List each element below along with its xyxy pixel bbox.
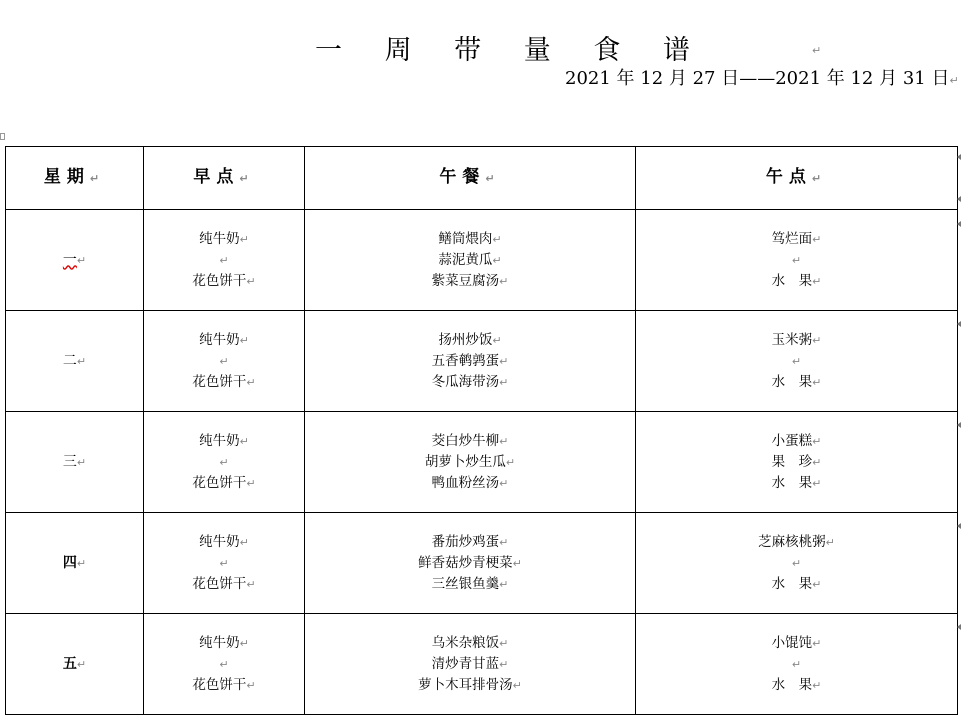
paragraph-mark: ↵: [246, 375, 256, 389]
lunch-item: [305, 574, 635, 595]
lunch-cell: [305, 513, 636, 614]
afternoon-item: [636, 330, 957, 351]
day-row: [6, 614, 958, 715]
breakfast-item-text: 花色饼干: [192, 575, 247, 592]
breakfast-cell: [144, 311, 305, 412]
afternoon-item-text: 小馄饨: [771, 634, 813, 651]
lunch-item-text: 紫菜豆腐汤: [431, 272, 500, 289]
lunch-item: [305, 473, 635, 494]
row-marker-icon: [957, 321, 961, 327]
header-lunch: [305, 147, 636, 210]
afternoon-cell: [636, 614, 958, 715]
paragraph-mark: ↵: [246, 476, 256, 490]
paragraph-mark: ↵: [76, 556, 87, 570]
afternoon-item: [636, 372, 957, 393]
paragraph-mark: ↵: [811, 172, 828, 185]
afternoon-item: [636, 654, 957, 675]
breakfast-item: [144, 229, 304, 250]
paragraph-mark: ↵: [812, 232, 822, 246]
weekday-cell: [6, 311, 144, 412]
paragraph-mark: ↵: [791, 354, 802, 368]
breakfast-item: [144, 574, 304, 595]
row-marker-icon: [957, 624, 961, 630]
paragraph-mark: ↵: [812, 636, 822, 650]
paragraph-mark: ↵: [812, 274, 822, 288]
paragraph-mark: ↵: [76, 354, 87, 368]
lunch-cell: [305, 210, 636, 311]
paragraph-mark: ↵: [812, 678, 822, 692]
paragraph-mark: ↵: [219, 657, 229, 671]
lunch-item: [305, 675, 635, 696]
afternoon-cell: [636, 311, 958, 412]
date-range-text: 2021 年 12 月 27 日——2021 年 12 月 31 日: [565, 68, 950, 89]
day-row: [6, 311, 958, 412]
afternoon-item: [636, 574, 957, 595]
paragraph-mark: ↵: [512, 678, 522, 692]
breakfast-item: [144, 271, 304, 292]
breakfast-item: [144, 473, 304, 494]
header-weekday: [6, 147, 144, 210]
afternoon-item: [636, 229, 957, 250]
table-header-row: [6, 147, 958, 210]
afternoon-item: [636, 351, 957, 372]
paragraph-mark: ↵: [499, 476, 509, 490]
breakfast-item: [144, 372, 304, 393]
row-marker-icon: [957, 523, 961, 529]
paragraph-mark: ↵: [76, 253, 87, 267]
weekday-label: 五: [62, 655, 77, 672]
breakfast-cell: [144, 614, 305, 715]
afternoon-item: [636, 553, 957, 574]
menu-table: [5, 146, 958, 715]
date-range: [565, 64, 959, 90]
paragraph-mark: ↵: [791, 253, 802, 267]
paragraph-mark: ↵: [812, 375, 822, 389]
breakfast-item-text: 纯牛奶: [199, 331, 240, 348]
breakfast-cell: [144, 412, 305, 513]
afternoon-item-text: 水 果: [771, 575, 813, 592]
lunch-item: [305, 330, 635, 351]
breakfast-item-text: 花色饼干: [192, 272, 247, 289]
breakfast-item: [144, 351, 304, 372]
breakfast-item: [144, 654, 304, 675]
lunch-item-text: 鲜香菇炒青梗菜: [418, 554, 513, 571]
afternoon-item-text: 小蛋糕: [771, 432, 813, 449]
day-row: [6, 412, 958, 513]
lunch-item-text: 冬瓜海带汤: [431, 373, 500, 390]
weekday-cell: [6, 210, 144, 311]
paragraph-mark: ↵: [239, 636, 249, 650]
lunch-item-text: 胡萝卜炒生瓜: [424, 453, 506, 470]
lunch-item: [305, 431, 635, 452]
paragraph-mark: ↵: [219, 354, 229, 368]
paragraph-mark: ↵: [499, 657, 509, 671]
header-breakfast-label: 早点: [193, 167, 240, 187]
afternoon-item-text: 果 珍: [771, 453, 813, 470]
afternoon-item: [636, 431, 957, 452]
paragraph-mark: ↵: [485, 172, 501, 185]
afternoon-item-text: 水 果: [771, 272, 813, 289]
lunch-cell: [305, 311, 636, 412]
lunch-item: [305, 654, 635, 675]
afternoon-item: [636, 452, 957, 473]
breakfast-cell: [144, 513, 305, 614]
paragraph-mark: ↵: [812, 476, 822, 490]
breakfast-item: [144, 633, 304, 654]
breakfast-item: [144, 532, 304, 553]
paragraph-mark: ↵: [499, 274, 509, 288]
paragraph-mark: ↵: [219, 556, 229, 570]
paragraph-mark: ↵: [246, 274, 256, 288]
lunch-cell: [305, 614, 636, 715]
weekday-label: 一: [62, 251, 77, 268]
breakfast-item-text: 花色饼干: [192, 474, 247, 491]
lunch-item-text: 鳝筒煨肉: [438, 230, 493, 247]
paragraph-mark: ↵: [812, 434, 822, 448]
paragraph-mark: ↵: [239, 434, 249, 448]
lunch-item: [305, 250, 635, 271]
lunch-item-text: 扬州炒饭: [438, 331, 493, 348]
paragraph-mark: ↵: [219, 253, 229, 267]
paragraph-mark: ↵: [949, 74, 959, 87]
paragraph-mark: ↵: [499, 375, 509, 389]
paragraph-mark: ↵: [492, 333, 502, 347]
day-row: [6, 513, 958, 614]
weekday-label: 二: [62, 352, 77, 369]
breakfast-item: [144, 250, 304, 271]
lunch-item-text: 萝卜木耳排骨汤: [418, 676, 513, 693]
paragraph-mark: ↵: [492, 232, 502, 246]
lunch-item: [305, 452, 635, 473]
paragraph-mark: ↵: [239, 172, 255, 185]
breakfast-item: [144, 553, 304, 574]
breakfast-cell: [144, 210, 305, 311]
header-breakfast: [144, 147, 305, 210]
paragraph-mark: ↵: [791, 657, 802, 671]
afternoon-cell: [636, 513, 958, 614]
afternoon-cell: [636, 412, 958, 513]
lunch-item-text: 乌米杂粮饭: [431, 634, 500, 651]
row-marker-icon: [957, 221, 961, 227]
lunch-item: [305, 372, 635, 393]
paragraph-mark: ↵: [89, 172, 106, 185]
breakfast-item: [144, 330, 304, 351]
paragraph-mark: ↵: [239, 232, 249, 246]
breakfast-item-text: 纯牛奶: [199, 533, 240, 550]
breakfast-item-text: 花色饼干: [192, 373, 247, 390]
afternoon-item-text: 水 果: [771, 676, 813, 693]
day-rows: [6, 210, 958, 715]
day-row: [6, 210, 958, 311]
paragraph-mark: ↵: [512, 556, 522, 570]
table-anchor-icon: [0, 133, 5, 140]
lunch-item-text: 番茄炒鸡蛋: [431, 533, 500, 550]
lunch-item: [305, 532, 635, 553]
paragraph-mark: ↵: [76, 657, 87, 671]
afternoon-item-text: 笃烂面: [771, 230, 813, 247]
lunch-cell: [305, 412, 636, 513]
afternoon-item: [636, 532, 957, 553]
page-title: 一 周 带 量 食 谱: [315, 35, 707, 66]
paragraph-mark: ↵: [499, 535, 509, 549]
lunch-item-text: 鸭血粉丝汤: [431, 474, 500, 491]
afternoon-item-text: 水 果: [771, 373, 813, 390]
paragraph-mark: ↵: [492, 253, 502, 267]
breakfast-item: [144, 452, 304, 473]
paragraph-mark: ↵: [499, 434, 509, 448]
afternoon-item-text: 水 果: [771, 474, 813, 491]
row-marker-icon: [957, 154, 961, 160]
header-weekday-label: 星期: [43, 167, 90, 187]
afternoon-item: [636, 250, 957, 271]
afternoon-item: [636, 675, 957, 696]
lunch-item: [305, 351, 635, 372]
afternoon-item-text: 玉米粥: [771, 331, 813, 348]
paragraph-mark: ↵: [825, 535, 835, 549]
afternoon-cell: [636, 210, 958, 311]
header-lunch-label: 午餐: [439, 167, 486, 187]
paragraph-mark: ↵: [499, 636, 509, 650]
weekday-cell: [6, 614, 144, 715]
paragraph-mark: ↵: [505, 455, 516, 469]
lunch-item: [305, 229, 635, 250]
afternoon-item: [636, 633, 957, 654]
row-marker-icon: [957, 422, 961, 428]
weekday-cell: [6, 412, 144, 513]
lunch-item: [305, 553, 635, 574]
paragraph-mark: ↵: [499, 354, 509, 368]
header-afternoon: [636, 147, 958, 210]
header-afternoon-label: 午点: [765, 167, 812, 187]
afternoon-item-text: 芝麻核桃粥: [758, 533, 826, 550]
breakfast-item: [144, 431, 304, 452]
breakfast-item-text: 纯牛奶: [199, 432, 240, 449]
breakfast-item-text: 花色饼干: [192, 676, 247, 693]
paragraph-mark: ↵: [812, 577, 822, 591]
lunch-item-text: 五香鹌鹑蛋: [431, 352, 500, 369]
breakfast-item-text: 纯牛奶: [199, 230, 240, 247]
weekday-label: 四: [62, 554, 77, 571]
lunch-item: [305, 633, 635, 654]
paragraph-mark: ↵: [812, 455, 822, 469]
afternoon-item: [636, 271, 957, 292]
breakfast-item: [144, 675, 304, 696]
afternoon-item: [636, 473, 957, 494]
lunch-item-text: 三丝银鱼羹: [431, 575, 500, 592]
lunch-item-text: 茭白炒牛柳: [431, 432, 500, 449]
paragraph-mark: ↵: [76, 455, 87, 469]
paragraph-mark: ↵: [791, 556, 802, 570]
paragraph-mark: ↵: [239, 535, 249, 549]
paragraph-mark: ↵: [812, 333, 822, 347]
lunch-item: [305, 271, 635, 292]
paragraph-mark: ↵: [246, 577, 256, 591]
weekday-label: 三: [62, 453, 77, 470]
paragraph-mark: ↵: [219, 455, 229, 469]
lunch-item-text: 蒜泥黄瓜: [438, 251, 493, 268]
weekday-cell: [6, 513, 144, 614]
paragraph-mark: ↵: [499, 577, 509, 591]
lunch-item-text: 清炒青甘蓝: [431, 655, 500, 672]
paragraph-mark: ↵: [812, 44, 822, 57]
breakfast-item-text: 纯牛奶: [199, 634, 240, 651]
row-marker-icon: [957, 196, 961, 202]
paragraph-mark: ↵: [239, 333, 249, 347]
paragraph-mark: ↵: [246, 678, 256, 692]
table-row-markers: [957, 146, 962, 716]
